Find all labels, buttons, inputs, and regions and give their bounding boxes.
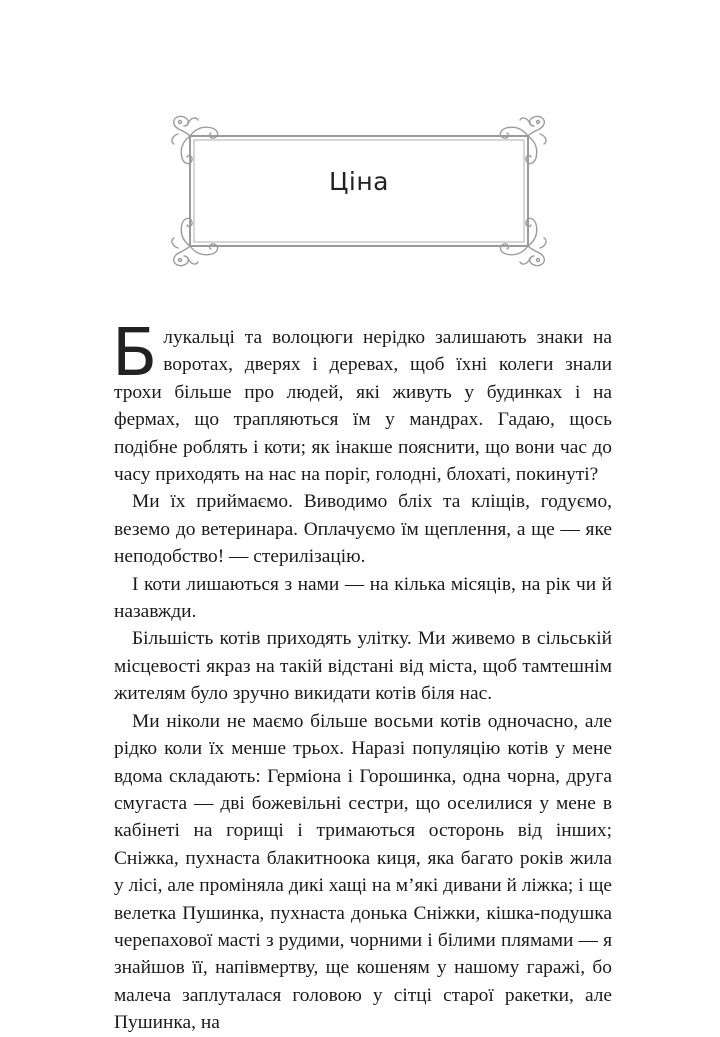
paragraph-1-text: лукальці та волоцюги нерідко залишають знаки на воротах, дверях і деревах, щоб їхні колеги знали трохи більше про людей, які живуть у будинках і на фермах, що трапляються їм у мандрах. Гадаю, щось подібне роблять і коти; як інакше пояснити, що вони час до часу приходять на нас на поріг, голодні, блохаті, покинуті? xyxy=(114,327,612,486)
paragraph-2: Ми їх приймаємо. Виводимо бліх та кліщів, годуємо, веземо до ветеринара. Оплачуємо їм щеплення, а ще — яке неподобство! — стерилізацію. xyxy=(114,491,612,568)
chapter-body xyxy=(112,314,612,1037)
chapter-title: Ціна xyxy=(328,167,390,196)
paragraph-1 xyxy=(112,314,612,488)
paragraph-4: Більшість котів приходять улітку. Ми живемо в сільській місцевості якраз на такій відстані від міста, щоб тамтешнім жителям було зручно викидати котів біля нас. xyxy=(114,628,612,705)
paragraph-5: Ми ніколи не маємо більше восьми котів одночасно, але рідко коли їх менше трьох. Наразі популяцію котів у мене вдома складають: Герміона і Горошинка, одна чорна, друга смугаста — дві божевільні сестри, що оселилися у мене в кабінеті на горищі і тримаються осторонь від інших; Сніжка, пухнаста блакитноока киця, яка багато років жила у лісі, але проміняла дикі хащі на м’які дивани й ліжка; і ще велетка Пушинка, пухнаста донька Сніжки, кішка-подушка черепахової масті з рудими, чорними і білими плямами — я знайшов її, напівмертву, ще кошеням у нашому гаражі, бо малеча заплуталася головою у сітці старої ракетки, але Пушинка, на xyxy=(114,710,612,1034)
paragraph-3: І коти лишаються з нами — на кілька місяців, на рік чи й назавжди. xyxy=(114,573,612,623)
chapter-title-frame xyxy=(166,112,552,270)
drop-cap: Б xyxy=(112,314,158,391)
